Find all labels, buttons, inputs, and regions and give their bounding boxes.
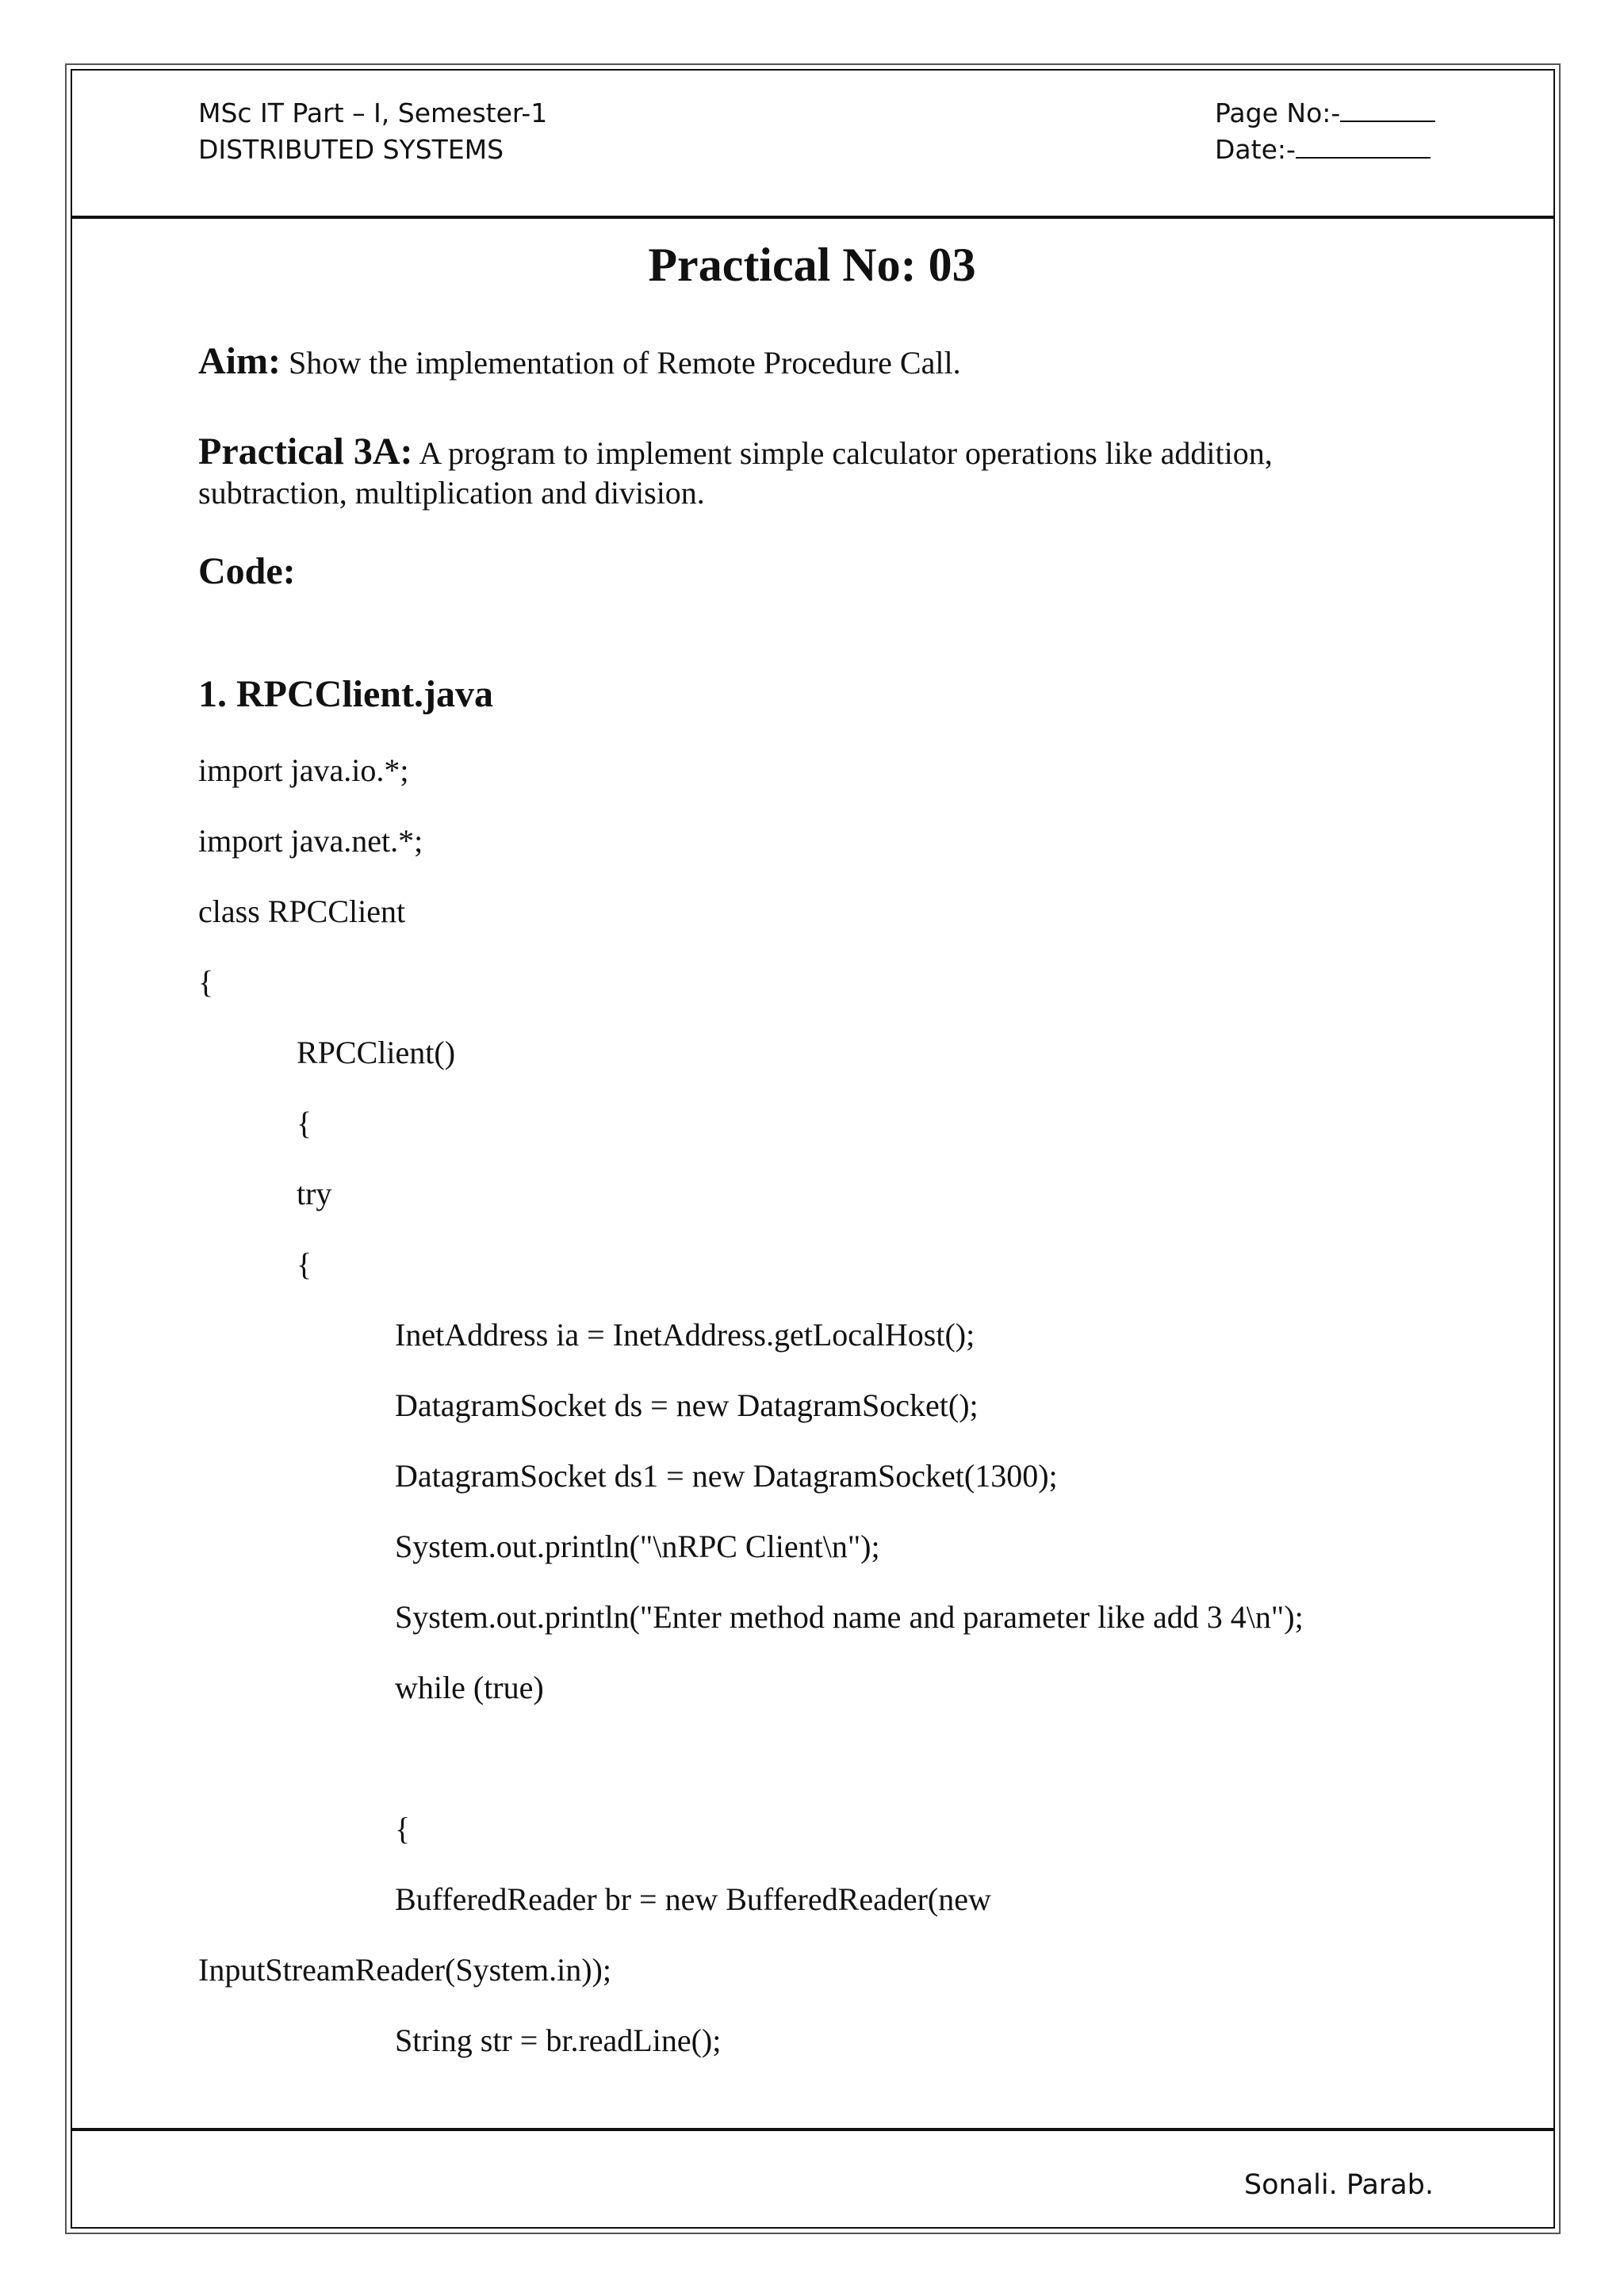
code-line: InetAddress ia = InetAddress.getLocalHost(); — [395, 1317, 975, 1353]
code-line: class RPCClient — [198, 894, 406, 929]
code-line: import java.net.*; — [198, 823, 423, 859]
practical-text-line1: A program to implement simple calculator operations like addition, — [419, 435, 1273, 471]
practical-paragraph — [198, 430, 1273, 473]
date-blank — [1296, 132, 1431, 159]
code-heading: Code: — [198, 550, 296, 592]
page-number-blank — [1340, 95, 1435, 122]
code-line: { — [297, 1105, 312, 1141]
header-divider — [71, 216, 1555, 219]
code-line: { — [297, 1246, 312, 1282]
date-field — [1215, 132, 1431, 168]
aim-paragraph — [198, 342, 961, 382]
subject-label: DISTRIBUTED SYSTEMS — [198, 134, 504, 165]
code-line: System.out.println("\nRPC Client\n"); — [395, 1529, 880, 1564]
code-line: { — [395, 1811, 411, 1846]
page-title: Practical No: 03 — [648, 239, 976, 291]
course-label: MSc IT Part – I, Semester-1 — [198, 98, 548, 128]
aim-text: Show the implementation of Remote Procedure Call. — [288, 345, 961, 381]
date-label: Date:- — [1215, 134, 1296, 165]
file-heading: 1. RPCClient.java — [198, 673, 493, 715]
code-line: while (true) — [395, 1670, 544, 1705]
aim-label: Aim: — [198, 340, 281, 382]
footer-divider — [71, 2128, 1555, 2131]
page-number-label: Page No:- — [1215, 98, 1341, 128]
code-line: BufferedReader br = new BufferedReader(new — [395, 1881, 991, 1917]
code-line: DatagramSocket ds = new DatagramSocket(); — [395, 1387, 979, 1423]
code-line: { — [198, 964, 214, 1000]
practical-label: Practical 3A: — [198, 430, 413, 473]
code-line: String str = br.readLine(); — [395, 2022, 722, 2058]
code-line: import java.io.*; — [198, 752, 409, 788]
footer-author: Sonali. Parab. — [1243, 2169, 1434, 2201]
code-line: System.out.println("Enter method name and parameter like add 3 4\n"); — [395, 1599, 1304, 1635]
page-number-field — [1215, 95, 1435, 132]
practical-text-line2: subtraction, multiplication and division. — [198, 475, 705, 511]
code-line: try — [297, 1176, 332, 1211]
code-line: InputStreamReader(System.in)); — [198, 1952, 611, 1988]
code-line: DatagramSocket ds1 = new DatagramSocket(1300); — [395, 1458, 1058, 1494]
code-line: RPCClient() — [297, 1035, 456, 1070]
